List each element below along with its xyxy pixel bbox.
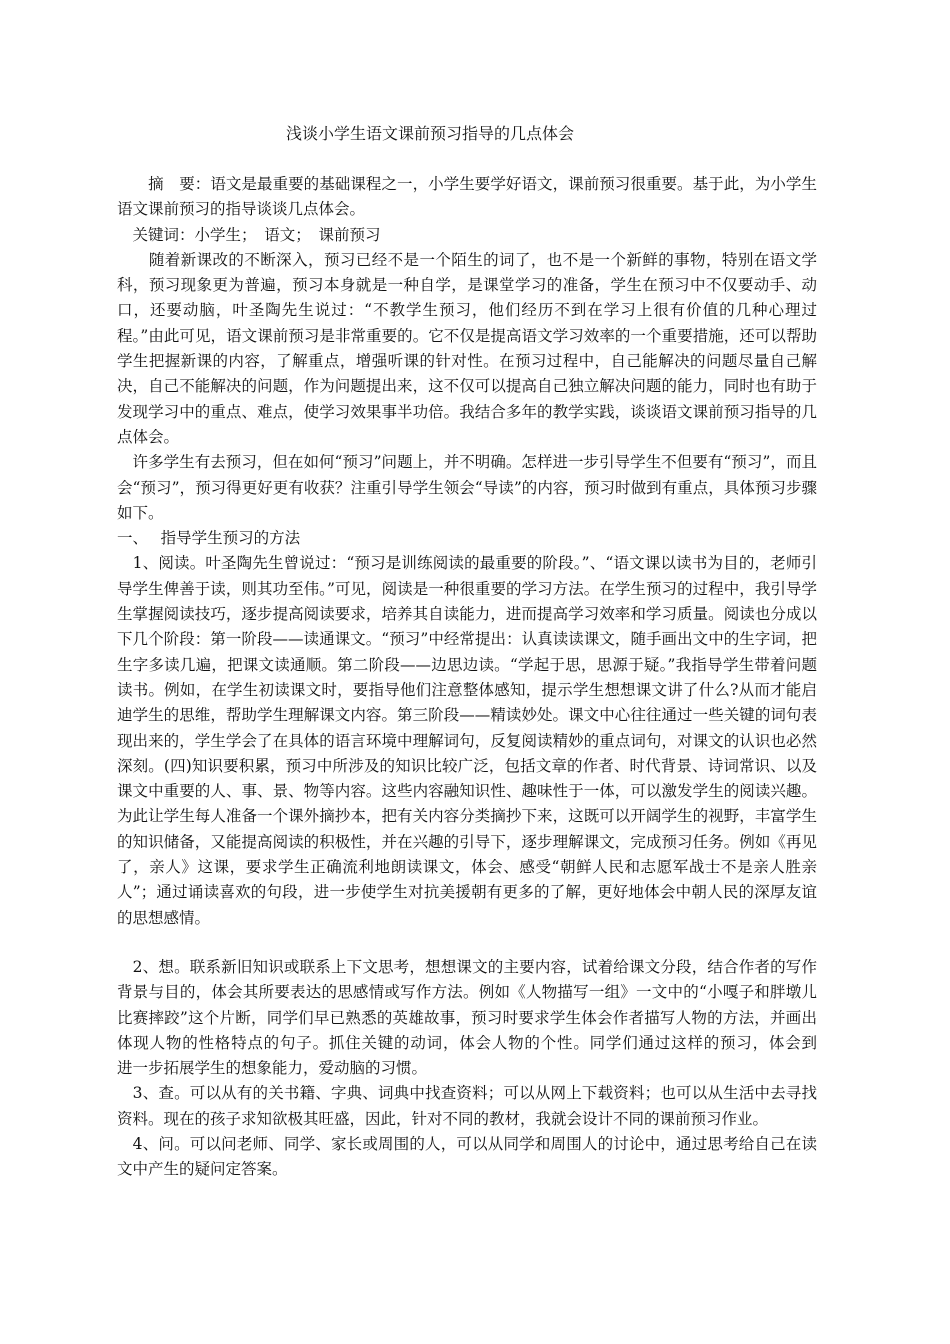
paragraph-gap (117, 931, 817, 955)
section-heading: 一、 指导学生预习的方法 (117, 529, 301, 548)
keywords-line: 关键词：小学生； 语文； 课前预习 (117, 225, 381, 244)
method-thinking-paragraph: 2、想。联系新旧知识或联系上下文思考，想想课文的主要内容，试着给课文分段，结合作者的写作背景与目的，体会其所要表达的思感情或写作方法。例如《人物描写一组》一文中的“小嘎子和胖墩儿比赛摔跤”这个片断，同学们早已熟悉的英雄故事，预习时要求学生体会作者描写人物的方法，并画出体现人物的性格特点的句子。抓住关键的动词，体会人物的个性。同学们通过这样的预习，体会到 进一步拓展学生的想象能力，爱动脑的习惯。 (117, 957, 838, 1078)
document-title: 浅谈小学生语文课前预习指导的几点体会 (285, 124, 574, 143)
document-body (117, 172, 838, 1183)
question-paragraph: 许多学生有去预习，但在如何“预习”问题上，并不明确。怎样进一步引导学生不但要有“预习”，而且会“预习”，预习得更好更有收获？注重引导学生领会“导读”的内容，预习时做到有重点，具体预习步骤如下。 (117, 453, 817, 522)
method-asking-paragraph: 4、问。可以问老师、同学、家长或周围的人，可以从同学和周围人的讨论中，通过思考给自己在读文中产生的疑问定答案。 (117, 1134, 817, 1179)
abstract-paragraph: 摘 要：语文是最重要的基础课程之一，小学生要学好语文，课前预习很重要。基于此，为小学生语文课前预习的指导谈谈几点体会。 (117, 175, 817, 219)
method-reading-paragraph: 1、阅读。叶圣陶先生曾说过：“预习是训练阅读的最重要的阶段。”、“语文课以读书为目的，老师引导学生俾善于读，则其功至伟。”可见，阅读是一种很重要的学习方法。在学生预习的过程中，我引导学生掌握阅读技巧，逐步提高阅读要求，培养其自读能力，进而提高学习效率和学习质量。阅读也分成以下几个阶段：第一阶段——读通课文。“预习”中经常提出：认真读读课文，随手画出文中的生字词，把生字多读几遍，把课文读通顺。第二阶段——边思边读。“学起于思，思源于疑。”我指导学生带着问题读书。例如，在学生初读课文时，要指导他们注意整体感知，提示学生想想课文讲了什么?从而才能启迪学生的思维，帮助学生理解课文内容。第三阶段——精读妙处。课文中心往往通过一些关键的词句表现出来的，学生学会了在具体的语言环境中理解词句，反复阅读精妙的重点词句，对课文的认识也必然深刻。(四)知识要积累，预习中所涉及的知识比较广泛，包括文章的作者、时代背景、诗词常识、以及课文中重要的人、事、景、物等内容。这些内容融知识性、趣味性于一体，可以激发学生的阅读兴趣。为此让学生每人准备一个课外摘抄本，把有关内容分类摘抄下来，这既可以开阔学生的视野，丰富学生的知识储备，又能提高阅读的积极性，并在兴趣的引导下，逐步理解课文，完成预习任务。例如《再见了，亲人》这课，要求学生正确流利地朗读课文，体会、感受“朝鲜人民和志愿军战士不是亲人胜亲人”；通过诵读喜欢的句段，进一步使学生对抗美援朝有更多的了解，更好地体会中朝人民的深厚友谊的思想感情。 (117, 554, 817, 927)
intro-paragraph: 随着新课改的不断深入，预习已经不是一个陌生的词了，也不是一个新鲜的事物，特别在语文学科，预习现象更为普遍，预习本身就是一种自学，是课堂学习的准备，学生在预习中不仅要动手、动口，还要动脑，叶圣陶先生说过：“不教学生预习，他们经历不到在学习上很有价值的几种心理过程。”由此可见，语文课前预习是非常重要的。它不仅是提高语文学习效率的一个重要措施，还可以帮助学生把握新课的内容，了解重点，增强听课的针对性。在预习过程中，自己能解决的问题尽量自己解决，自己不能解决的问题，作为问题提出来，这不仅可以提高自己独立解决问题的能力，同时也有助于发现学习中的重点、难点，使学习效果事半功倍。我结合多年的教学实践，谈谈语文课前预习指导的几点体会。 (117, 250, 817, 446)
method-searching-paragraph: 3、查。可以从有的关书籍、字典、词典中找查资料；可以从网上下载资料；也可以从生活中去寻找资料。现在的孩子求知欲极其旺盛，因此，针对不同的教材，我就会设计不同的课前预习作业。 (117, 1084, 817, 1128)
